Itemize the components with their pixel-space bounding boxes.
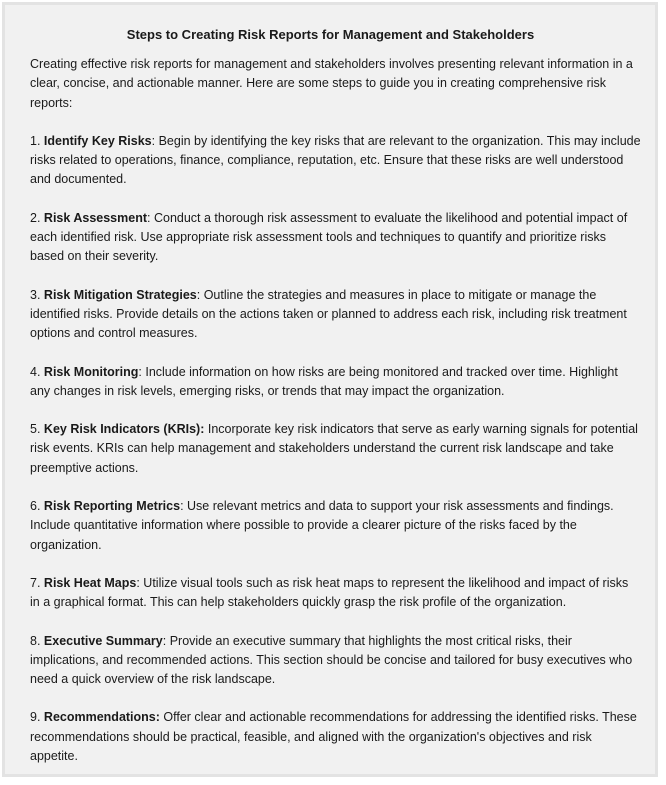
step-text: Offer clear and actionable recommendations for addressing the identified risks. These recommendations should be practical, feasible, and aligned with the organization's objectives and risk appetite. — [30, 710, 637, 764]
step-text: Provide an executive summary that highlights the most critical risks, their implications, and recommended actions. This section should be concise and tailored for busy executives who need a quick overview of the risk landscape. — [30, 633, 633, 687]
step-6 — [30, 497, 641, 555]
document-card — [2, 2, 658, 777]
step-term: Key Risk Indicators (KRIs): — [43, 422, 205, 437]
step-text: Outline the strategies and measures in place to mitigate or manage the identified risks. Provide details on the actions taken or planned to address each risk, including risk treatment options and control measures. — [30, 287, 627, 341]
intro-paragraph: Creating effective risk reports for management and stakeholders involves presenting relevant information in a clear, concise, and actionable manner. Here are some steps to guide you in creating comprehensive risk reports: — [30, 57, 633, 110]
step-separator: : — [136, 575, 140, 590]
step-9 — [30, 708, 641, 766]
step-number: 2. — [30, 210, 41, 225]
step-term: Identify Key Risks — [43, 133, 152, 148]
step-term: Executive Summary — [43, 633, 163, 648]
step-separator: : — [180, 499, 184, 514]
step-separator: : — [196, 287, 201, 302]
step-number: 3. — [30, 287, 41, 302]
step-4 — [30, 363, 641, 402]
step-number: 6. — [30, 499, 41, 514]
step-term: Risk Assessment — [43, 210, 147, 225]
step-number: 8. — [30, 633, 41, 648]
step-separator: : — [147, 210, 151, 225]
step-number: 9. — [30, 710, 41, 725]
step-number: 1. — [30, 133, 41, 148]
step-separator: : — [162, 633, 167, 648]
step-separator: : — [138, 364, 142, 379]
step-term: Risk Monitoring — [43, 364, 139, 379]
step-8 — [30, 632, 641, 690]
step-term: Risk Mitigation Strategies — [43, 287, 197, 302]
step-term: Recommendations: — [43, 710, 160, 725]
step-text: Include information on how risks are being monitored and tracked over time. Highlight any changes in risk levels, emerging risks, or trends that may impact the organization. — [30, 364, 618, 398]
step-text: Use relevant metrics and data to support your risk assessments and findings. Include quantitative information where possible to provide a clearer picture of the risks faced by the organization. — [30, 499, 614, 552]
step-7 — [30, 574, 641, 613]
step-number: 7. — [30, 575, 41, 590]
step-text: Conduct a thorough risk assessment to evaluate the likelihood and potential impact of each identified risk. Use appropriate risk assessment tools and techniques to quantify and prioritize risks based on their severity. — [30, 210, 628, 264]
step-separator: : — [151, 133, 156, 148]
step-text: Utilize visual tools such as risk heat maps to represent the likelihood and impact of risks in a graphical format. This can help stakeholders quickly grasp the risk profile of the organization. — [30, 575, 629, 610]
step-number: 5. — [30, 422, 41, 437]
step-2 — [30, 209, 641, 267]
page-title: Steps to Creating Risk Reports for Management and Stakeholders — [126, 27, 535, 42]
step-3 — [30, 286, 641, 344]
step-term: Risk Reporting Metrics — [43, 499, 181, 514]
step-text: Incorporate key risk indicators that serve as early warning signals for potential risk events. KRIs can help management and stakeholders understand the current risk landscape and take preemptive actions. — [30, 422, 638, 475]
step-number: 4. — [30, 364, 41, 379]
step-5 — [30, 420, 641, 478]
step-1 — [30, 132, 641, 190]
step-term: Risk Heat Maps — [43, 575, 137, 590]
step-text: Begin by identifying the key risks that are relevant to the organization. This may include risks related to operations, finance, compliance, reputation, etc. Ensure that these risks are well understood and documented. — [30, 133, 641, 187]
